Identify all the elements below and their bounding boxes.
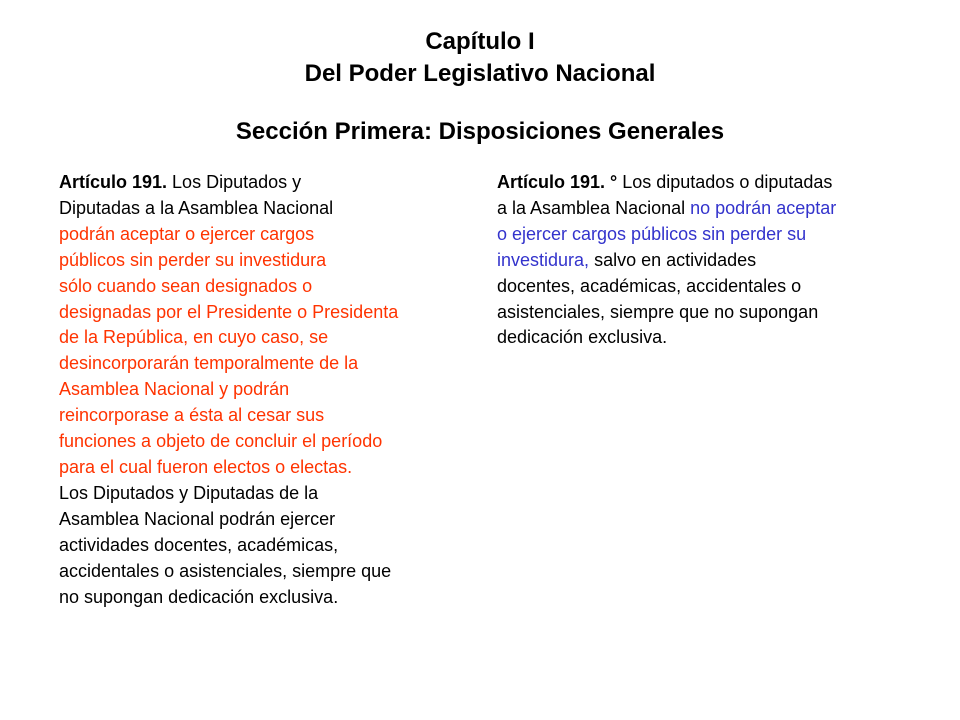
chapter-heading — [0, 26, 960, 90]
right-article-intro: Los diputados o diputadas a la Asamblea Nacional — [497, 172, 833, 218]
right-article-rest: salvo en actividades docentes, académicas, accidentales o asistenciales, siempre que no supongan dedicación exclusiva. — [497, 249, 819, 348]
chapter-title: Capítulo I — [425, 28, 535, 55]
left-article-intro: Los Diputados y Diputadas a la Asamblea Nacional — [59, 172, 334, 218]
left-article-rest: Los Diputados y Diputadas de la Asamblea Nacional podrán ejercer actividades docentes, académicas, accidentales o asistenciales, siempre que no supongan dedicación exclusiva. — [59, 482, 392, 607]
right-article-highlight: no podrán aceptar o ejercer cargos públicos sin perder su investidura, — [497, 197, 837, 270]
left-article-highlight: podrán aceptar o ejercer cargos públicos sin perder su investidura sólo cuando sean designados o designadas por el Presidente o Presidenta de la República, en cuyo caso, se desincorporarán temporalmente de la Asamblea Nacional y podrán reincorporase a ésta al cesar sus funciones a objeto de concluir el período para el cual fueron electos o electas. — [59, 223, 399, 477]
chapter-subtitle: Del Poder Legislativo Nacional — [304, 60, 656, 87]
right-article-column — [497, 170, 917, 351]
left-article-label: Artículo 191. — [59, 172, 168, 192]
section-title: Sección Primera: Disposiciones Generales — [235, 118, 725, 145]
right-article-label: Artículo 191. ° — [497, 172, 618, 192]
left-article-column — [59, 170, 469, 610]
